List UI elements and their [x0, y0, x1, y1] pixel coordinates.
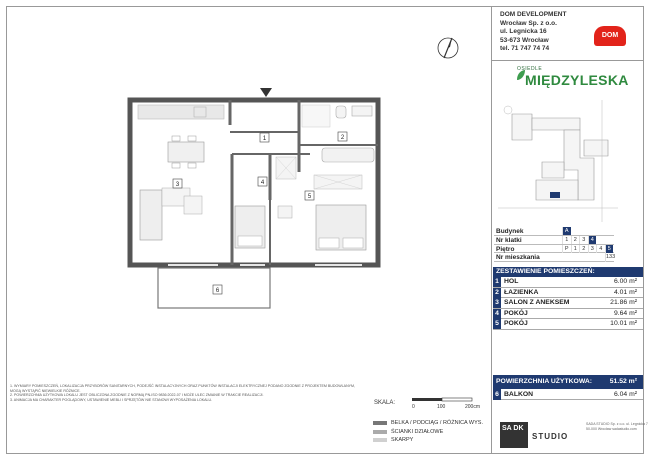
room-name: ŁAZIENKA: [504, 288, 539, 296]
company-street: ul. Legnicka 16: [500, 28, 547, 36]
floor-plan: [100, 80, 385, 320]
room-row: [493, 298, 643, 309]
room-name: HOL: [504, 278, 519, 285]
legend-label: BELKA / PODCIĄG / RÓŻNICA WYS.: [391, 420, 483, 427]
info-cell: 3: [579, 236, 588, 244]
rooms-summary: [493, 267, 643, 330]
room-area: 9.64 m²: [613, 309, 637, 317]
studio-address: SADA STUDIO Sp. z o.o. ul. Legnicka 7 50-000 Wrocław sadastudio.com: [586, 422, 648, 431]
room-number-4: 4: [260, 180, 265, 186]
room-num: 5: [493, 319, 501, 329]
info-cell: 4: [596, 245, 605, 253]
note-3: 3. ANIMACJA MA CHARAKTER POGLĄDOWY, USTAWIENIE MEBLI I SPRZĘTÓW NIE STANOWI WYPOSAŻENIA LOKALU.: [10, 398, 213, 403]
company-info: [500, 11, 566, 54]
legend-label: ŚCIANKI DZIAŁOWE: [391, 428, 444, 435]
company-city: 53-673 Wrocław: [500, 36, 549, 44]
info-cell: 2: [571, 236, 580, 244]
total-area-value: 51.52 m²: [609, 378, 637, 385]
info-label: Piętro: [496, 245, 515, 253]
estate-prefix: OSIEDLE: [517, 66, 543, 72]
scale-bar: [410, 396, 485, 410]
info-cell: 4: [588, 236, 597, 244]
info-cell: 5: [605, 245, 614, 253]
info-cell: 2: [579, 245, 588, 253]
info-cell: A: [562, 227, 571, 235]
room-num: 4: [493, 309, 501, 319]
scale-tick-1: 100: [437, 404, 446, 410]
apartment-info-table: [494, 227, 614, 262]
room-area: 10.01 m²: [610, 320, 637, 328]
balcony-row: [493, 389, 643, 400]
room-number-3: 3: [175, 182, 180, 188]
company-name: DOM DEVELOPMENT: [500, 11, 567, 18]
info-cell: 133: [606, 254, 616, 261]
company-phone: tel. 71 747 74 74: [500, 45, 550, 53]
estate-name: MIĘDZYLESKA: [525, 72, 629, 88]
site-map: [498, 100, 618, 222]
legend-swatch: [373, 430, 387, 434]
info-label: Budynek: [496, 228, 524, 235]
balcony-num: 6: [493, 389, 501, 400]
entrance-arrow-icon: [260, 88, 272, 97]
balcony-area: 6.04 m²: [613, 391, 637, 398]
room-row: [493, 277, 643, 288]
footnotes: [10, 384, 365, 403]
room-number-5: 5: [307, 194, 312, 200]
info-cell: 1: [562, 236, 571, 244]
info-label: Nr mieszkania: [496, 254, 540, 262]
info-row-floor: [494, 245, 614, 254]
room-row: [493, 288, 643, 299]
note-2: 2. POWIERZCHNIA UŻYTKOWA LOKALU JEST OBLICZONA ZGODNIE Z NORMĄ PN-ISO 9836:2022-07 I MOŻE ULEC ZMIANIE W TRAKCIE REALIZACJI.: [10, 393, 264, 398]
dom-logo: DOM: [594, 26, 626, 46]
info-cell: 3: [588, 245, 597, 253]
studio-wordmark: STUDIO: [532, 432, 569, 441]
room-number-2: 2: [340, 135, 345, 141]
room-num: 1: [493, 277, 501, 287]
legend: [373, 419, 483, 445]
legend-swatch: [373, 421, 387, 425]
compass-icon: [435, 35, 461, 61]
rooms-title: ZESTAWIENIE POMIESZCZEŃ:: [493, 267, 643, 277]
studio-logo: SA DK: [500, 422, 528, 448]
legend-swatch: [373, 438, 387, 442]
room-name: POKÓJ: [504, 320, 528, 328]
room-row: [493, 319, 643, 330]
room-num: 2: [493, 288, 501, 298]
header-divider: [491, 60, 644, 61]
scale-tick-2: 200cm: [465, 404, 481, 410]
total-area-bar: [493, 375, 643, 389]
room-num: 3: [493, 298, 501, 308]
scale-tick-0: 0: [412, 404, 415, 410]
room-area: 4.01 m²: [613, 288, 637, 296]
scale-label: SKALA:: [374, 400, 396, 406]
room-number-6: 6: [215, 288, 220, 294]
room-name: SALON Z ANEKSEM: [504, 299, 570, 307]
legend-item: [373, 436, 483, 445]
info-row-staircase: [494, 236, 614, 245]
company-legal: Wrocław Sp. z o.o.: [500, 19, 557, 27]
info-cell: 1: [571, 245, 580, 253]
info-cell: P: [562, 245, 571, 253]
info-row-apartment: [494, 253, 614, 262]
room-row: [493, 309, 643, 320]
legend-item: [373, 419, 483, 428]
total-area-label: POWIERZCHNIA UŻYTKOWA:: [496, 378, 593, 385]
balcony-name: BALKON: [504, 391, 534, 398]
panel-divider: [491, 6, 492, 454]
info-row-building: [494, 227, 614, 236]
room-area: 6.00 m²: [613, 278, 637, 285]
room-number-1: 1: [262, 136, 267, 142]
note-1: 1. WYMIARY POMIESZCZEŃ, LOKALIZACJA PRZYBORÓW SANITARNYCH, PODEJŚĆ INSTALACYJNYCH ORAZ PUNKTÓW INSTALACJI ELEKTRYCZNEJ PODANO ZGODNIE Z PROJEKTEM BUDOWLANYM, MOGĄ WYSTĄPIĆ NIEWIELKIE RÓŻNICE.: [10, 384, 356, 393]
legend-item: [373, 428, 483, 437]
info-label: Nr klatki: [496, 236, 522, 244]
legend-label: SKARPY: [391, 437, 414, 444]
room-area: 21.86 m²: [610, 299, 637, 307]
room-name: POKÓJ: [504, 309, 528, 317]
